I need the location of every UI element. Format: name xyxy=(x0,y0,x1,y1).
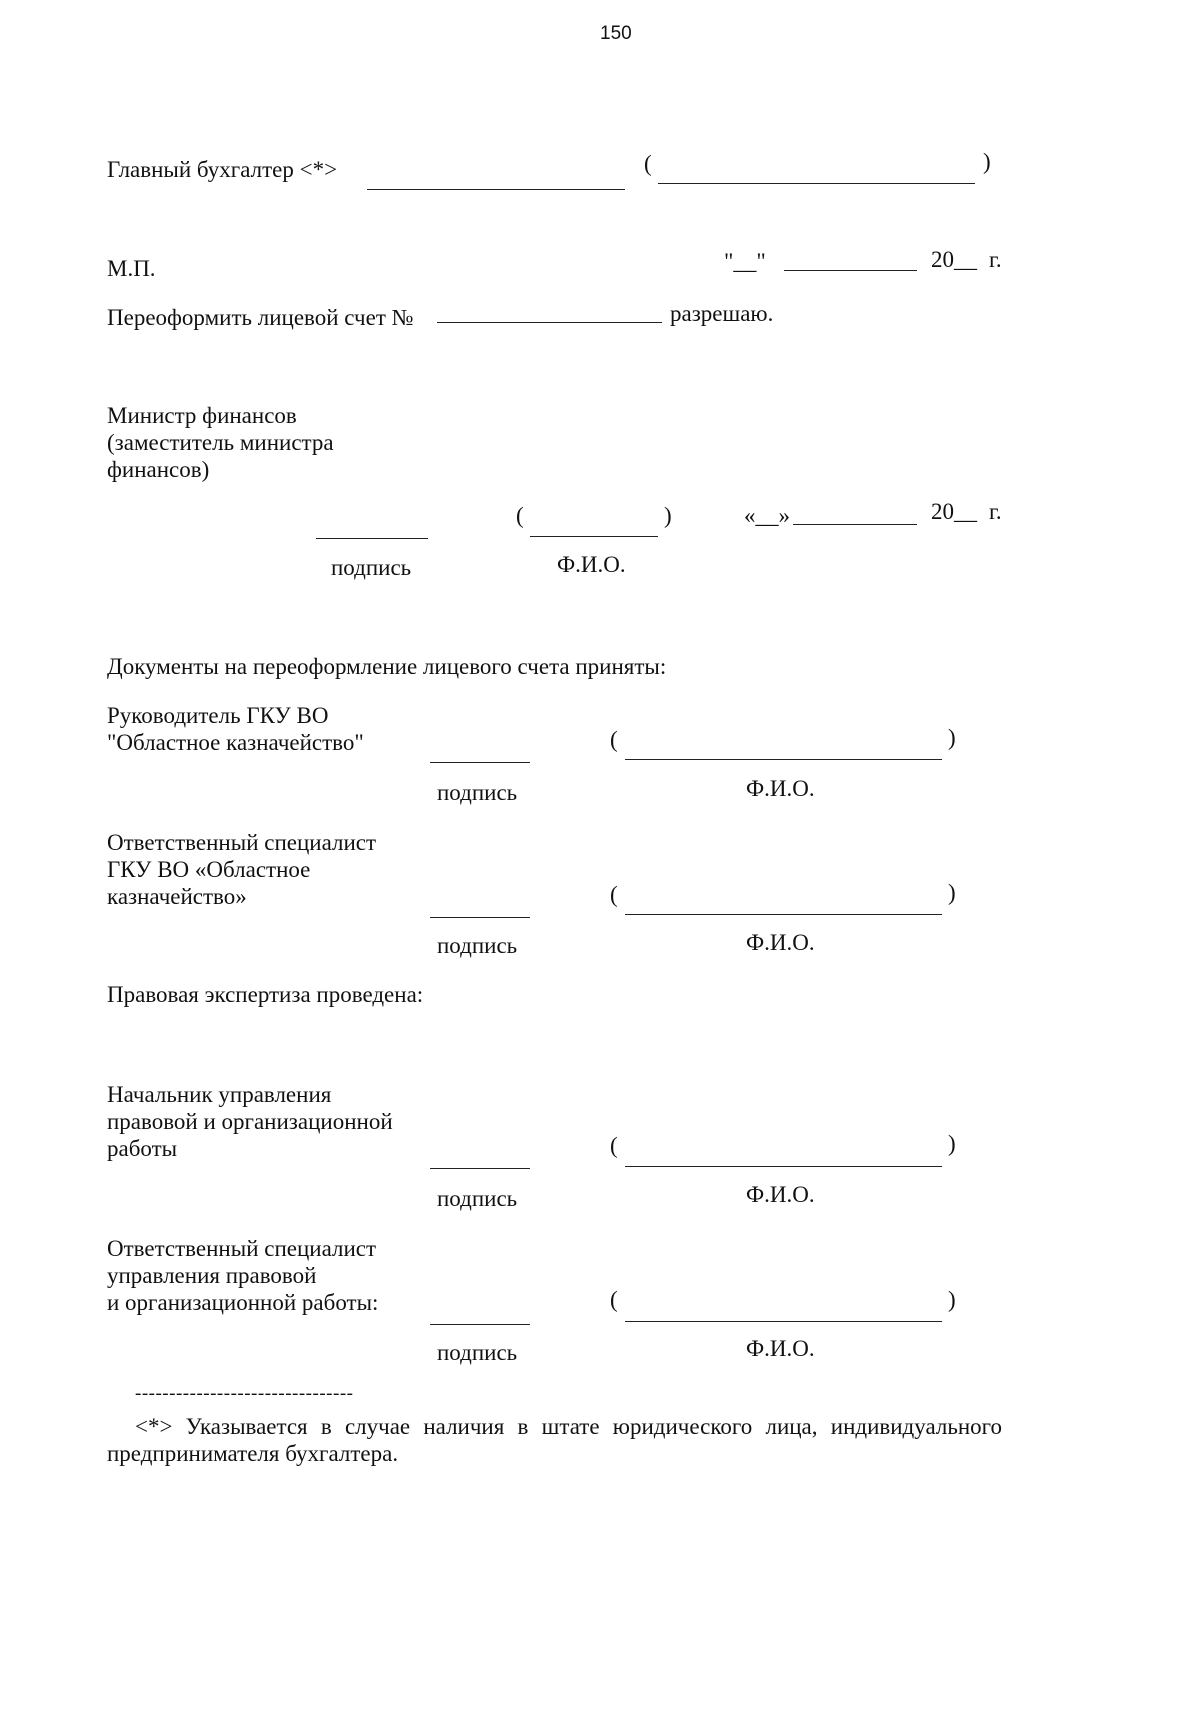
page-number: 150 xyxy=(600,23,632,44)
treasury-head-title-line: "Областное казначейство" xyxy=(107,730,364,755)
legal-review-heading: Правовая экспертиза проведена: xyxy=(107,982,424,1007)
documents-accepted-heading: Документы на переоформление лицевого счета приняты: xyxy=(107,654,667,679)
treasury-specialist-close-paren: ) xyxy=(948,880,956,905)
legal-head-title-line: Начальник управления xyxy=(107,1082,332,1107)
minister-name-line xyxy=(530,536,658,537)
minister-date-month-line xyxy=(793,524,917,525)
legal-head-signature-caption: подпись xyxy=(437,1186,518,1211)
treasury-head-open-paren: ( xyxy=(610,727,618,752)
minister-date-year-prefix: 20__ xyxy=(931,499,977,524)
treasury-head-name-caption: Ф.И.О. xyxy=(746,776,815,801)
legal-head-title xyxy=(107,1081,393,1162)
legal-head-title-line: правовой и организационной xyxy=(107,1109,393,1134)
seal-date-day: "__" xyxy=(724,249,766,274)
legal-specialist-title-line: и организационной работы: xyxy=(107,1290,379,1315)
treasury-head-name-line xyxy=(625,759,942,760)
minister-open-paren: ( xyxy=(516,503,524,528)
treasury-specialist-title-line: казначейство» xyxy=(107,884,247,909)
treasury-head-signature-line xyxy=(430,762,530,763)
minister-name-caption: Ф.И.О. xyxy=(557,552,626,577)
treasury-head-signature-caption: подпись xyxy=(437,780,518,805)
treasury-specialist-title-line: Ответственный специалист xyxy=(107,830,377,855)
legal-specialist-title-line: управления правовой xyxy=(107,1263,317,1288)
legal-specialist-title xyxy=(107,1235,378,1316)
legal-head-open-paren: ( xyxy=(610,1133,618,1158)
minister-date-year-suffix: г. xyxy=(989,499,1002,524)
minister-title-line: (заместитель министра xyxy=(107,430,334,455)
reissue-prefix: Переоформить лицевой счет № xyxy=(107,305,414,330)
legal-head-name-caption: Ф.И.О. xyxy=(746,1182,815,1207)
legal-specialist-name-line xyxy=(625,1321,942,1322)
legal-specialist-title-line: Ответственный специалист xyxy=(107,1236,377,1261)
treasury-specialist-signature-caption: подпись xyxy=(437,933,518,958)
treasury-specialist-open-paren: ( xyxy=(610,882,618,907)
reissue-suffix: разрешаю. xyxy=(670,301,774,326)
legal-head-signature-line xyxy=(430,1168,530,1169)
seal-date-year-prefix: 20__ xyxy=(931,247,977,272)
treasury-head-close-paren: ) xyxy=(948,725,956,750)
footnote-text: <*> Указывается в случае наличия в штате юридического лица, индивидуального предпринимателя бухгалтера. xyxy=(107,1414,1002,1466)
chief-accountant-close-paren: ) xyxy=(983,149,991,174)
treasury-specialist-name-caption: Ф.И.О. xyxy=(746,930,815,955)
seal-label: М.П. xyxy=(107,256,156,281)
minister-close-paren: ) xyxy=(664,503,672,528)
minister-signature-line xyxy=(316,538,428,539)
chief-accountant-signature-line xyxy=(367,189,625,190)
legal-specialist-signature-line xyxy=(430,1324,530,1325)
legal-specialist-open-paren: ( xyxy=(610,1287,618,1312)
minister-title-line: финансов) xyxy=(107,457,210,482)
treasury-specialist-title xyxy=(107,829,376,910)
treasury-head-title-line: Руководитель ГКУ ВО xyxy=(107,703,329,728)
minister-title xyxy=(107,402,334,483)
chief-accountant-label: Главный бухгалтер <*> xyxy=(107,157,338,182)
legal-head-close-paren: ) xyxy=(948,1131,956,1156)
legal-head-title-line: работы xyxy=(107,1136,178,1161)
legal-specialist-signature-caption: подпись xyxy=(437,1340,518,1365)
minister-title-line: Министр финансов xyxy=(107,403,297,428)
reissue-account-line xyxy=(437,322,662,323)
legal-specialist-close-paren: ) xyxy=(948,1287,956,1312)
footnote-separator: -------------------------------- xyxy=(135,1383,354,1404)
treasury-specialist-name-line xyxy=(625,914,942,915)
minister-signature-caption: подпись xyxy=(331,555,412,580)
treasury-specialist-signature-line xyxy=(430,917,530,918)
seal-date-month-line xyxy=(784,270,917,271)
seal-date-year-suffix: г. xyxy=(989,247,1002,272)
chief-accountant-open-paren: ( xyxy=(644,151,652,176)
treasury-head-title xyxy=(107,702,364,756)
minister-date-day: «__» xyxy=(744,503,790,528)
legal-head-name-line xyxy=(625,1166,942,1167)
chief-accountant-name-line xyxy=(658,183,975,184)
legal-specialist-name-caption: Ф.И.О. xyxy=(746,1336,815,1361)
treasury-specialist-title-line: ГКУ ВО «Областное xyxy=(107,857,311,882)
